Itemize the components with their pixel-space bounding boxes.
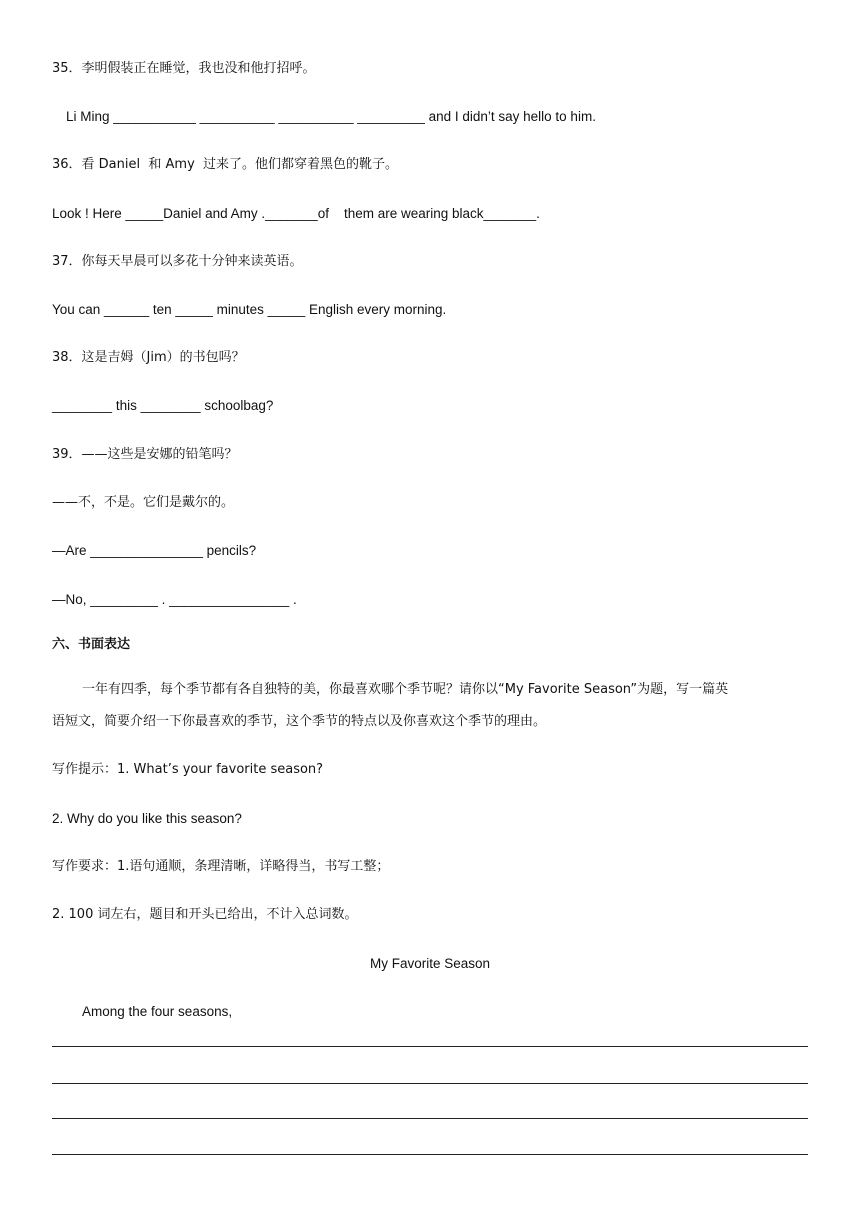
writing-hint-1: 写作提示：1. What’s your favorite season? xyxy=(52,762,324,777)
q36-english: Look ! Here _____Daniel and Amy ._______of them are wearing black_______. xyxy=(52,206,540,221)
essay-title: My Favorite Season xyxy=(369,956,491,971)
q39-english-question: —Are _______________ pencils? xyxy=(52,543,257,558)
answer-line xyxy=(52,1118,808,1119)
writing-prompt-line1: 一年有四季，每个季节都有各自独特的美，你最喜欢哪个季节呢？请你以“My Favorite Season”为题，写一篇英 xyxy=(82,682,729,697)
q39-chinese-answer: ——不，不是。它们是戴尔的。 xyxy=(52,495,235,510)
q39-english-answer: —No, _________ . ________________ . xyxy=(52,592,297,607)
writing-requirement-1: 写作要求：1.语句通顺，条理清晰，详略得当，书写工整； xyxy=(52,859,390,874)
q38-english: ________ this ________ schoolbag? xyxy=(52,398,274,413)
writing-requirement-2: 2. 100 词左右，题目和开头已给出，不计入总词数。 xyxy=(52,907,358,922)
q38-chinese: 38．这是吉姆（Jim）的书包吗？ xyxy=(52,350,245,365)
q39-chinese-question: 39．——这些是安娜的铅笔吗？ xyxy=(52,447,238,462)
q35-english: Li Ming ___________ __________ __________ _________ and I didn’t say hello to him. xyxy=(66,109,596,124)
essay-opening: Among the four seasons, xyxy=(82,1004,233,1019)
answer-line xyxy=(52,1154,808,1155)
writing-hint-2: 2. Why do you like this season? xyxy=(52,811,242,826)
answer-line xyxy=(52,1046,808,1047)
writing-prompt-line2: 语短文，简要介绍一下你最喜欢的季节，这个季节的特点以及你喜欢这个季节的理由。 xyxy=(52,714,547,729)
q35-chinese: 35．李明假装正在睡觉，我也没和他打招呼。 xyxy=(52,61,316,76)
q36-chinese: 36．看 Daniel 和 Amy 过来了。他们都穿着黑色的靴子。 xyxy=(52,157,399,172)
answer-line xyxy=(52,1083,808,1084)
section-title: 六、书面表达 xyxy=(52,637,131,652)
q37-chinese: 37．你每天早晨可以多花十分钟来读英语。 xyxy=(52,254,303,269)
q37-english: You can ______ ten _____ minutes _____ English every morning. xyxy=(52,302,447,317)
